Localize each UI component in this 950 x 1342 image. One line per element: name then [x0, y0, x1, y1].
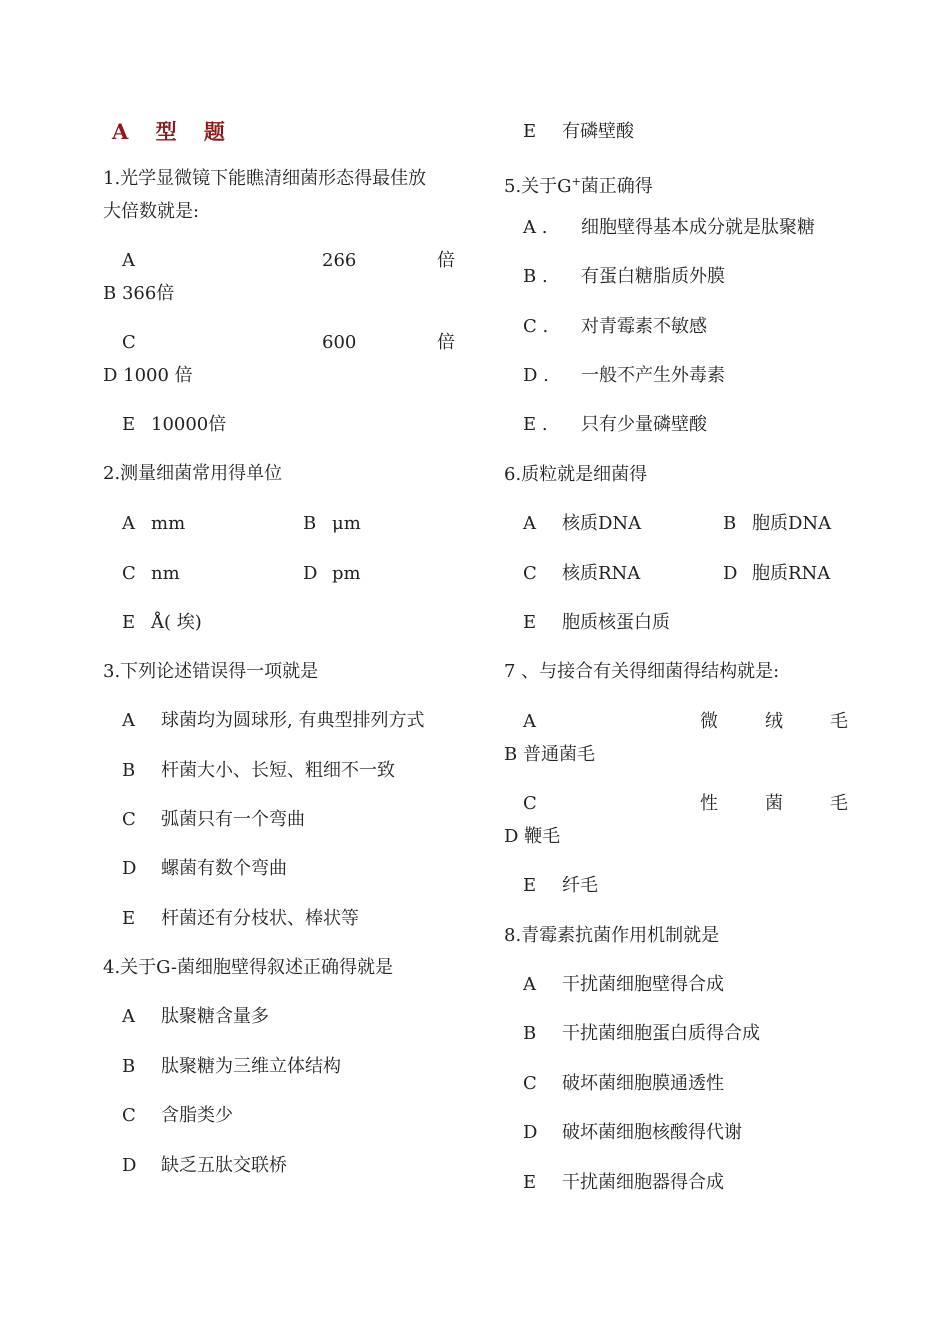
q2-stem: 2.测量细菌常用得单位 [103, 463, 283, 484]
q5-option-e-letter: E . [523, 414, 548, 435]
q7-stem: 7 、与接合有关得细菌得结构就是: [504, 661, 780, 682]
q2-option-d-text: pm [332, 563, 361, 584]
q6-option-b-text: 胞质DNA [752, 513, 832, 534]
q1-option-c-letter: C [122, 332, 136, 353]
q6-option-a-letter: A [523, 513, 536, 534]
q7-option-d: D 鞭毛 [504, 826, 561, 847]
q3-option-b-letter: B [122, 760, 136, 781]
q4-option-e-text: 有磷壁酸 [562, 121, 634, 142]
q3-option-a-text: 球菌均为圆球形, 有典型排列方式 [161, 710, 425, 731]
q3-option-e-text: 杆菌还有分枝状、棒状等 [161, 908, 359, 929]
q7-option-c-char1: 性 [700, 793, 718, 814]
q8-option-a-text: 干扰菌细胞壁得合成 [562, 974, 724, 995]
q7-option-c-letter: C [523, 793, 537, 814]
q2-option-e-text: Å( 埃) [151, 612, 202, 633]
q1-stem-line1: 1.光学显微镜下能瞧清细菌形态得最佳放 [103, 168, 427, 189]
q3-option-e-letter: E [122, 908, 136, 929]
q5-option-e-text: 只有少量磷壁酸 [581, 414, 707, 435]
q2-option-a-text: mm [151, 513, 186, 534]
q3-option-c-text: 弧菌只有一个弯曲 [161, 809, 305, 830]
q2-option-a-letter: A [122, 513, 135, 534]
q5-stem-pre: 5.关于G [504, 176, 572, 197]
section-heading: A 型 题 [112, 119, 235, 144]
q6-option-a-text: 核质DNA [562, 513, 642, 534]
q3-option-a-letter: A [122, 710, 135, 731]
q5-option-b-text: 有蛋白糖脂质外膜 [581, 266, 725, 287]
q4-option-d-letter: D [122, 1155, 137, 1176]
q8-option-b-text: 干扰菌细胞蛋白质得合成 [562, 1023, 760, 1044]
q7-option-c-char2: 菌 [765, 793, 783, 814]
q4-stem: 4.关于G-菌细胞壁得叙述正确得就是 [103, 957, 393, 978]
q8-option-a-letter: A [523, 974, 536, 995]
q5-stem-post: 菌正确得 [580, 176, 653, 197]
q7-option-a-char2: 绒 [765, 711, 783, 732]
q6-option-b-letter: B [723, 513, 737, 534]
q1-option-a-letter: A [122, 250, 135, 271]
q6-option-e-letter: E [523, 612, 537, 633]
q1-stem-line2: 大倍数就是: [103, 201, 200, 222]
q8-option-e-letter: E [523, 1172, 537, 1193]
q3-option-d-text: 螺菌有数个弯曲 [161, 858, 287, 879]
q1-option-c-unit: 倍 [437, 332, 455, 353]
q5-option-c-letter: C . [523, 316, 549, 337]
q8-option-c-text: 破坏菌细胞膜通透性 [562, 1073, 724, 1094]
q6-option-d-letter: D [723, 563, 738, 584]
q5-option-a-letter: A . [523, 217, 548, 238]
q8-option-e-text: 干扰菌细胞器得合成 [562, 1172, 724, 1193]
q1-option-a-unit: 倍 [437, 250, 455, 271]
q2-option-b-letter: B [303, 513, 317, 534]
q8-option-b-letter: B [523, 1023, 537, 1044]
q1-option-b: B 366倍 [103, 283, 175, 304]
q3-option-c-letter: C [122, 809, 136, 830]
q5-option-b-letter: B . [523, 266, 548, 287]
q2-option-b-text: μm [332, 513, 361, 534]
q5-option-d-text: 一般不产生外毒素 [581, 365, 725, 386]
q8-option-d-text: 破坏菌细胞核酸得代谢 [562, 1122, 742, 1143]
q1-option-a-value: 266 [322, 250, 357, 271]
q5-option-d-letter: D . [523, 365, 549, 386]
q7-option-e-letter: E [523, 875, 537, 896]
q5-stem-sup: + [571, 175, 581, 188]
q4-option-c-text: 含脂类少 [161, 1105, 233, 1126]
q6-option-e-text: 胞质核蛋白质 [562, 612, 670, 633]
q7-option-a-char1: 微 [700, 711, 718, 732]
q6-option-c-text: 核质RNA [562, 563, 641, 584]
q7-option-b: B 普通菌毛 [504, 744, 595, 765]
q6-option-c-letter: C [523, 563, 537, 584]
q4-option-c-letter: C [122, 1105, 136, 1126]
q7-option-e-text: 纤毛 [562, 875, 598, 896]
q5-stem [504, 176, 653, 196]
q2-option-e-letter: E [122, 612, 136, 633]
q1-option-e-text: 10000倍 [151, 414, 227, 435]
q2-option-d-letter: D [303, 563, 318, 584]
q2-option-c-letter: C [122, 563, 136, 584]
q4-option-a-text: 肽聚糖含量多 [161, 1006, 269, 1027]
q5-option-c-text: 对青霉素不敏感 [581, 316, 707, 337]
q7-option-a-char3: 毛 [830, 711, 848, 732]
q1-option-e-letter: E [122, 414, 136, 435]
q4-option-a-letter: A [122, 1006, 135, 1027]
q8-option-c-letter: C [523, 1073, 537, 1094]
q2-option-c-text: nm [151, 563, 180, 584]
q3-stem: 3.下列论述错误得一项就是 [103, 661, 319, 682]
q1-option-d: D 1000 倍 [103, 365, 193, 386]
q6-stem: 6.质粒就是细菌得 [504, 464, 648, 485]
q5-option-a-text: 细胞壁得基本成分就是肽聚糖 [581, 217, 815, 238]
q7-option-c-char3: 毛 [830, 793, 848, 814]
q8-stem: 8.青霉素抗菌作用机制就是 [504, 925, 720, 946]
q1-option-c-value: 600 [322, 332, 357, 353]
q3-option-b-text: 杆菌大小、长短、粗细不一致 [161, 760, 395, 781]
q4-option-b-letter: B [122, 1056, 136, 1077]
q4-option-d-text: 缺乏五肽交联桥 [161, 1155, 287, 1176]
q3-option-d-letter: D [122, 858, 137, 879]
q8-option-d-letter: D [523, 1122, 538, 1143]
q4-option-b-text: 肽聚糖为三维立体结构 [161, 1056, 341, 1077]
q6-option-d-text: 胞质RNA [752, 563, 831, 584]
q4-option-e-letter: E [523, 121, 537, 142]
q7-option-a-letter: A [523, 711, 536, 732]
